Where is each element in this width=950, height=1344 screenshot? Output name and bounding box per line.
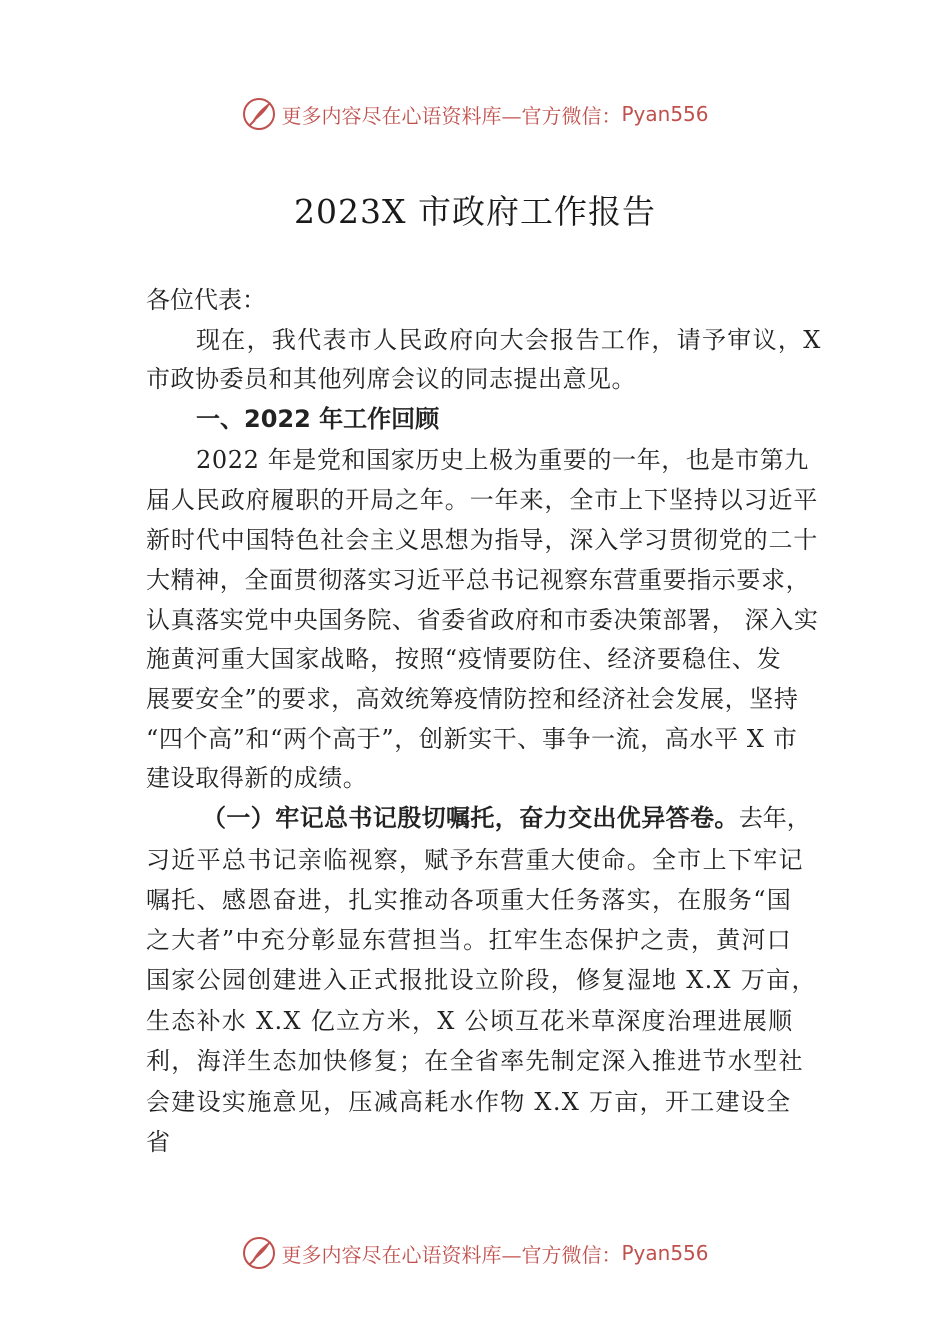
banner-text: 更多内容尽在心语资料库—: [281, 103, 522, 128]
quill-logo-icon: [241, 1235, 277, 1271]
intro-line: 现在，我代表市人民政府向大会报告工作，请予审议，X: [196, 326, 822, 354]
body-line: 省: [146, 1128, 170, 1156]
banner-account: Pyan556: [621, 1241, 709, 1265]
body-line: 国家公园创建进入正式报批设立阶段，修复湿地 X.X 万亩，: [146, 966, 817, 994]
banner-account: Pyan556: [621, 102, 709, 126]
subsection-heading-line: [202, 800, 811, 836]
intro-line: 市政协委员和其他列席会议的同志提出意见。: [146, 365, 636, 393]
body-line: 之大者”中充分彰显东营担当。扛牢生态保护之责，黄河口: [146, 926, 793, 954]
banner-official-label: 官方微信：: [521, 103, 622, 128]
body-line: 嘱托、感恩奋进，扎实推动各项重大任务落实，在服务“国: [146, 886, 793, 914]
body-line: 认真落实党中央国务院、省委省政府和市委决策部署， 深入实: [146, 606, 819, 634]
footer-banner: [0, 1233, 950, 1273]
header-banner: [0, 94, 950, 134]
body-line: “四个高”和“两个高于”，创新实干、事争一流，高水平 X 市: [146, 725, 798, 753]
body-line: 会建设实施意见，压减高耗水作物 X.X 万亩，开工建设全: [146, 1088, 792, 1116]
body-line: 届人民政府履职的开局之年。一年来，全市上下坚持以习近平: [146, 486, 819, 514]
document-title: 2023X 市政府工作报告: [294, 192, 656, 231]
body-line: 展要安全”的要求，高效统筹疫情防控和经济社会发展，坚持: [146, 685, 799, 713]
body-line: 大精神，全面贯彻落实习近平总书记视察东营重要指示要求，: [146, 566, 811, 594]
banner-official-label: 官方微信：: [521, 1242, 622, 1267]
body-line: 利，海洋生态加快修复；在全省率先制定深入推进节水型社: [146, 1047, 804, 1075]
subsection-heading-tail: 去年，: [738, 804, 811, 832]
body-line: 施黄河重大国家战略，按照“疫情要防住、经济要稳住、发: [146, 645, 782, 673]
subsection-heading: （一）牢记总书记殷切嘱托，奋力交出优异答卷。: [202, 803, 739, 832]
body-line: 建设取得新的成绩。: [146, 764, 368, 792]
body-line: 习近平总书记亲临视察，赋予东营重大使命。全市上下牢记: [146, 846, 804, 874]
body-line: 生态补水 X.X 亿立方米，X 公顷互花米草深度治理进展顺: [146, 1007, 794, 1035]
body-line: 新时代中国特色社会主义思想为指导，深入学习贯彻党的二十: [146, 526, 819, 554]
section-heading: 一、2022 年工作回顾: [196, 405, 440, 433]
banner-text: 更多内容尽在心语资料库—: [281, 1242, 522, 1267]
quill-logo-icon: [241, 96, 277, 132]
salutation: 各位代表：: [146, 286, 266, 314]
body-line: 2022 年是党和国家历史上极为重要的一年，也是市第九: [196, 446, 809, 474]
